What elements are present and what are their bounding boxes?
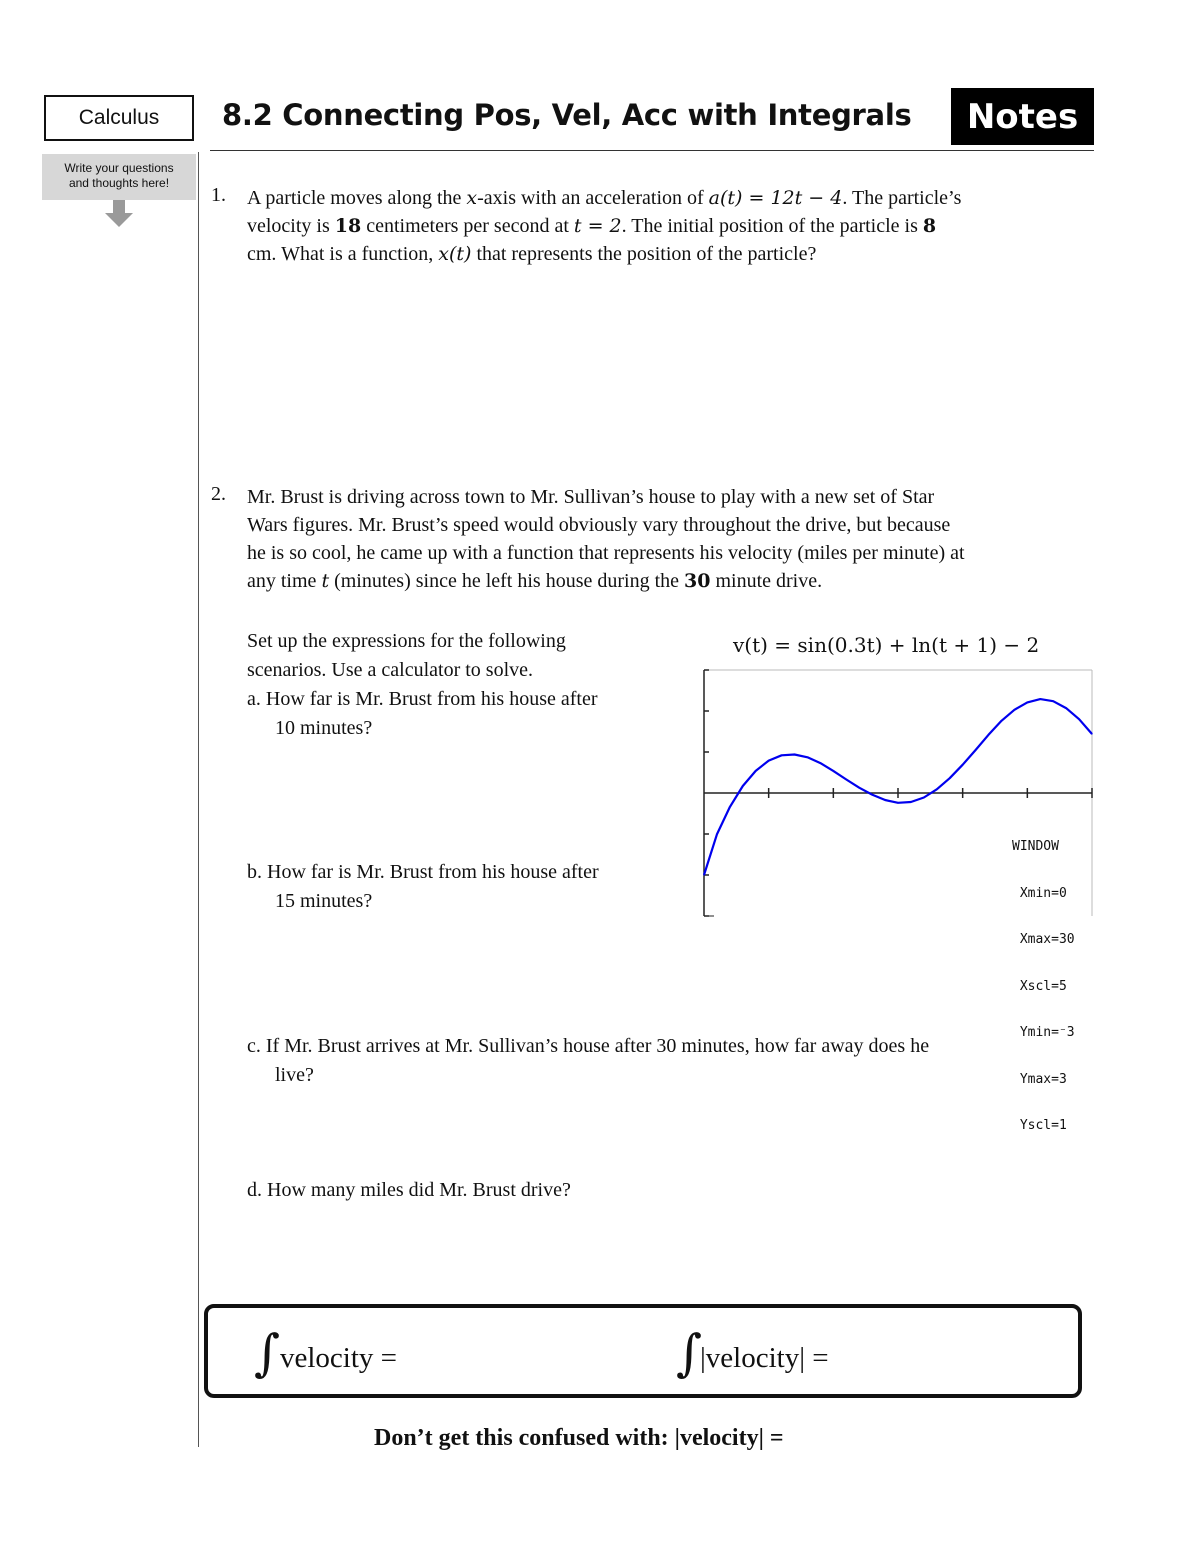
data-point bbox=[1066, 708, 1067, 709]
data-point bbox=[923, 797, 924, 798]
q2b bbox=[247, 858, 599, 916]
down-arrow-icon bbox=[104, 200, 134, 230]
margin-divider bbox=[198, 152, 199, 1447]
course-name: Calculus bbox=[78, 106, 160, 129]
data-point bbox=[833, 770, 834, 771]
footer-note: Don’t get this confused with: |velocity| = bbox=[374, 1425, 784, 1451]
window-line-1: Xmin=0 bbox=[1012, 885, 1067, 901]
integral-summary-box bbox=[204, 1304, 1082, 1398]
q2-setup-line2: scenarios. Use a calculator to solve. bbox=[247, 659, 534, 681]
course-label bbox=[44, 95, 194, 141]
data-point bbox=[1078, 719, 1079, 720]
data-point bbox=[897, 802, 898, 803]
title-divider bbox=[210, 150, 1094, 151]
sidebar-note-line1: Write your questions bbox=[64, 161, 174, 175]
q2c bbox=[247, 1032, 929, 1090]
window-line-0: WINDOW bbox=[1012, 839, 1059, 854]
q2-setup-line1: Set up the expressions for the following bbox=[247, 630, 566, 652]
q2-setup bbox=[247, 627, 598, 743]
window-line-2: Xmax=30 bbox=[1012, 932, 1075, 947]
integral-velocity-label: velocity = bbox=[280, 1342, 398, 1374]
window-line-3: Xscl=5 bbox=[1012, 978, 1067, 994]
q2-line1: Mr. Brust is driving across town to Mr. Sullivan’s house to play with a new set of Star bbox=[247, 486, 935, 508]
data-point bbox=[820, 762, 821, 763]
data-point bbox=[975, 749, 976, 750]
chart-title: v(t) = sin(0.3t) + ln(t + 1) − 2 bbox=[733, 633, 1040, 657]
data-point bbox=[1091, 733, 1092, 734]
q2-line3: he is so cool, he came up with a function that represents his velocity (miles per minute) at bbox=[247, 542, 965, 564]
sidebar-note-line2: and thoughts here! bbox=[68, 176, 170, 190]
data-point bbox=[1027, 702, 1028, 703]
data-point bbox=[846, 779, 847, 780]
data-point bbox=[1014, 709, 1015, 710]
page-title: 8.2 Connecting Pos, Vel, Acc with Integrals bbox=[222, 98, 912, 132]
q2-number: 2. bbox=[211, 483, 226, 505]
q2-text bbox=[247, 483, 965, 595]
integral-abs-velocity-label: |velocity| = bbox=[700, 1342, 829, 1374]
q1-line3: cm. What is a function, x(t) that represents the position of the particle? bbox=[247, 243, 817, 265]
q2-line2: Wars figures. Mr. Brust’s speed would obviously vary throughout the drive, but because bbox=[247, 514, 951, 536]
data-point bbox=[794, 754, 795, 755]
data-point bbox=[962, 764, 963, 765]
data-point bbox=[872, 794, 873, 795]
window-line-6: Yscl=1 bbox=[1012, 1118, 1067, 1133]
q2b-line2: 15 minutes? bbox=[275, 890, 373, 912]
calculator-window-settings bbox=[1012, 808, 1075, 1149]
q1-number: 1. bbox=[211, 184, 226, 206]
q2c-line1: c. If Mr. Brust arrives at Mr. Sullivan’s house after 30 minutes, how far away does he bbox=[247, 1035, 930, 1057]
data-point bbox=[1001, 720, 1002, 721]
window-line-4: Ymin=⁻3 bbox=[1012, 1025, 1075, 1040]
data-point bbox=[1053, 701, 1054, 702]
q2a-line2: 10 minutes? bbox=[275, 717, 373, 739]
q2d-line1: d. How many miles did Mr. Brust drive? bbox=[247, 1179, 571, 1201]
q2b-line1: b. How far is Mr. Brust from his house after bbox=[247, 861, 599, 883]
q2-line4: any time t (minutes) since he left his house during the 30 minute drive. bbox=[247, 570, 823, 592]
data-point bbox=[768, 760, 769, 761]
integral-sign-icon: ∫ bbox=[254, 1324, 281, 1382]
data-point bbox=[949, 778, 950, 779]
q1-text bbox=[247, 184, 961, 268]
q2c-line2: live? bbox=[275, 1064, 314, 1086]
notes-badge-text: Notes bbox=[966, 96, 1079, 137]
q2d bbox=[247, 1176, 571, 1205]
data-point bbox=[936, 789, 937, 790]
data-point bbox=[742, 785, 743, 786]
data-point bbox=[703, 874, 704, 875]
data-point bbox=[807, 757, 808, 758]
q1-line2: velocity is 18 centimeters per second at t = 2. The initial position of the particle is 8 bbox=[247, 215, 937, 237]
data-point bbox=[884, 799, 885, 800]
data-point bbox=[988, 734, 989, 735]
q2a-line1: a. How far is Mr. Brust from his house after bbox=[247, 688, 598, 710]
data-point bbox=[1040, 699, 1041, 700]
data-point bbox=[781, 755, 782, 756]
data-point bbox=[729, 806, 730, 807]
notes-badge bbox=[951, 88, 1094, 145]
data-point bbox=[716, 834, 717, 835]
window-line-5: Ymax=3 bbox=[1012, 1071, 1067, 1087]
data-point bbox=[755, 770, 756, 771]
sidebar-note bbox=[42, 154, 196, 200]
data-point bbox=[859, 787, 860, 788]
q1-line1: A particle moves along the x-axis with an acceleration of a(t) = 12t − 4. The particle’s bbox=[247, 187, 962, 209]
data-point bbox=[910, 801, 911, 802]
integral-sign-icon: ∫ bbox=[676, 1324, 703, 1382]
